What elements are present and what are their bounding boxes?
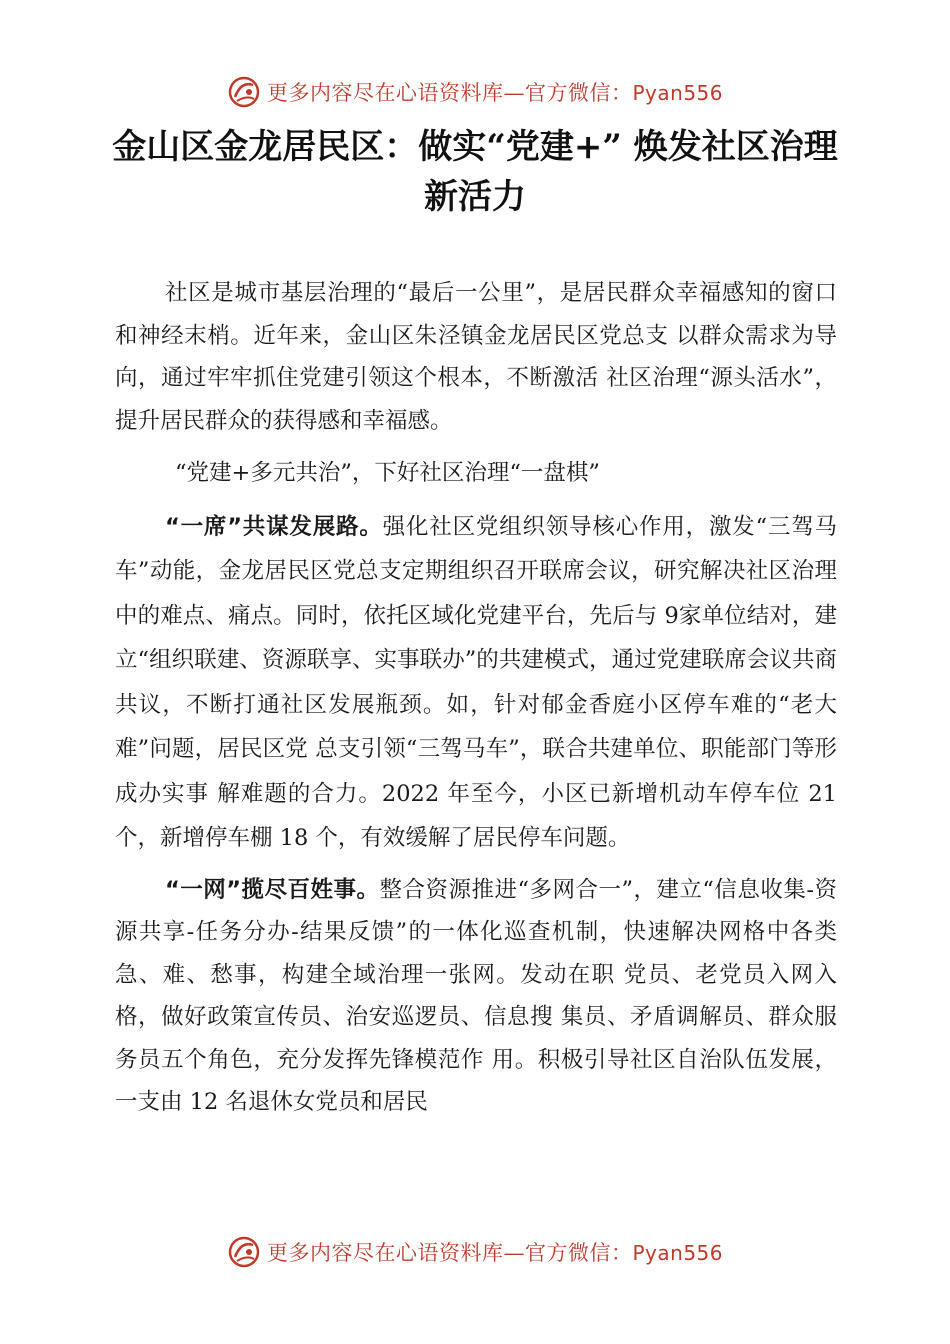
paragraph-yiwang <box>115 869 837 1124</box>
paragraph-text: 强化社区党组织领导核心作用，激发“三驾马车”动能，金龙居民区党总支定期组织召开联席会议，研究解决社区治理中的难点、痛点。同时，依托区域化党建平台，先后与 9家单位结对，建立“组织联建、资源联享、实事联办”的共建模式，通过党建联席会议共商共议，不断打通社区发展瓶颈。如，针对郁金香庭小区停车难的“老大难”问题，居民区党 总支引领“三驾马车”，联合共建单位、职能部门等形成办实事 解难题的合力。2022 年至今，小区已新增机动车停车位 21 个，新增停车棚 18 个，有效缓解了居民停车问题。 <box>115 513 837 851</box>
footer-watermark <box>0 1232 950 1272</box>
paragraph-intro: 社区是城市基层治理的“最后一公里”，是居民群众幸福感知的窗口和神经末梢。近年来，金山区朱泾镇金龙居民区党总支 以群众需求为导向，通过牢牢抓住党建引领这个根本，不断激活 社区治理“源头活水”，提升居民群众的获得感和幸福感。 <box>115 280 837 434</box>
paragraph-lead: “一网”揽尽百姓事。 <box>165 876 380 903</box>
header-watermark <box>0 72 950 112</box>
paragraph-yixi <box>115 505 837 861</box>
paragraph-text: 整合资源推进“多网合一”，建立“信息收集-资源共享-任务分办-结果反馈”的一体化巡查机制，快速解决网格中各类急、难、愁事，构建全域治理一张网。发动在职 党员、老党员入网入格，做好政策宣传员、治安巡逻员、信息搜 集员、矛盾调解员、群众服务员五个角色，充分发挥先锋模范作 用。积极引导社区自治队伍发展，一支由 12 名退休女党员和居民 <box>115 876 837 1115</box>
page-title: 金山区金龙居民区：做实“党建+” 焕发社区治理新活力 <box>112 127 838 217</box>
article-body <box>115 272 837 1124</box>
paragraph-lead: “一席”共谋发展路。 <box>165 513 383 540</box>
watermark-text: 更多内容尽在心语资料库—官方微信：Pyan556 <box>266 1241 723 1265</box>
seal-logo-icon <box>227 75 261 109</box>
seal-logo-icon <box>227 1235 261 1269</box>
section-subheading: “党建+多元共治”，下好社区治理“一盘棋” <box>175 460 600 486</box>
watermark-text: 更多内容尽在心语资料库—官方微信：Pyan556 <box>266 81 723 105</box>
